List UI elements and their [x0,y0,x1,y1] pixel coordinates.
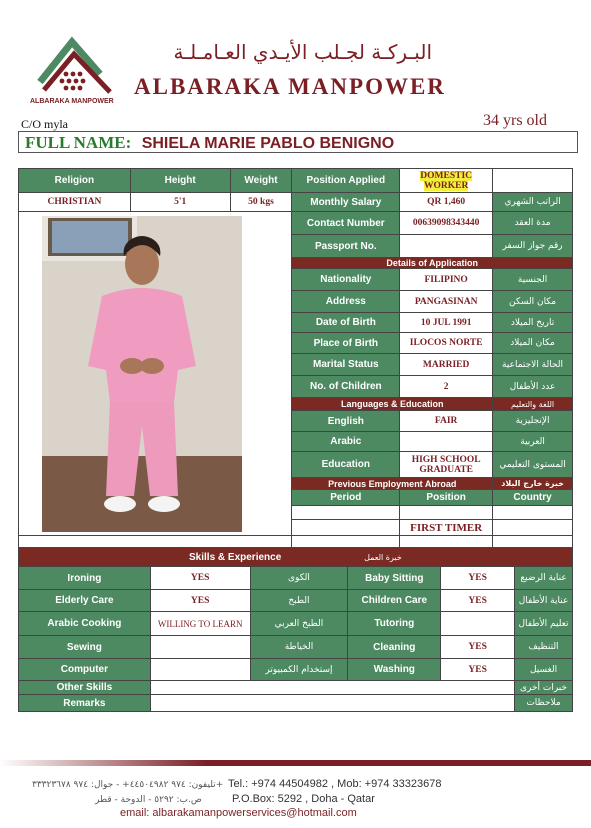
arabic-arabic: العربية [493,432,573,452]
age: 34 yrs old [483,112,547,129]
position-label: Position [400,490,493,506]
skill-babysitting-arabic: عناية الرضيع [515,567,573,590]
skill-elderly-value: YES [150,590,250,612]
remarks-label: Remarks [19,695,151,712]
logo-caption: ALBARAKA MANPOWER [30,98,114,105]
position-applied-empty [493,169,573,193]
details-header: Details of Application [292,258,573,269]
dob-value: 10 JUL 1991 [400,313,493,333]
skill-tutoring-value [441,612,515,636]
education-value: HIGH SCHOOL GRADUATE [400,452,493,478]
skill-cleaning-arabic: التنظيف [515,636,573,659]
position-applied-value [400,169,493,193]
skill-ironing-value: YES [150,567,250,590]
skills-header-arabic: خبرة العمل [364,552,402,562]
skill-washing-value: YES [441,659,515,681]
skill-ironing-arabic: الكوى [250,567,348,590]
passport-value [400,235,493,258]
height-value: 5'1 [130,193,230,212]
prev-row1-country [493,506,573,520]
previous-employment-header-arabic: خبرة خارج البلاد [493,478,573,490]
arabic-label: Arabic [292,432,400,452]
nationality-label: Nationality [292,269,400,291]
pob-value: ILOCOS NORTE [400,333,493,354]
remarks-value [150,695,514,712]
children-arabic: عدد الأطفال [493,376,573,398]
address-value: PANGASINAN [400,291,493,313]
languages-header: Languages & Education [292,398,493,411]
prev-row2-position: FIRST TIMER [400,520,493,536]
monthly-salary-label: Monthly Salary [292,193,400,212]
skill-sewing-label: Sewing [19,636,151,659]
passport-label: Passport No. [292,235,400,258]
applicant-photo [42,216,242,532]
company-name-arabic: البـركـة لجـلب الأيـدي العـامـلـة [173,40,432,64]
children-value: 2 [400,376,493,398]
remarks-arabic: ملاحظات [515,695,573,712]
skill-computer-arabic: إستخدام الكمبيوتر [250,659,348,681]
prev-row2-country [493,520,573,536]
skill-computer-value [150,659,250,681]
care-of: C/O myla [21,117,68,131]
skill-washing-label: Washing [348,659,441,681]
skill-childcare-value: YES [441,590,515,612]
company-name-english: ALBARAKA MANPOWER [134,74,446,99]
weight-value: 50 kgs [230,193,292,212]
pob-arabic: مكان الميلاد [493,333,573,354]
skill-arabic-cooking-value: WILLING TO LEARN [150,612,250,636]
skill-childcare-arabic: عناية الأطفال [515,590,573,612]
education-arabic: المستوى التعليمي [493,452,573,478]
pob-label: Place of Birth [292,333,400,354]
skill-arabic-cooking-arabic: الطبخ العربي [250,612,348,636]
dob-arabic: تاريخ الميلاد [493,313,573,333]
passport-arabic: رقم جواز السفر [493,235,573,258]
skill-elderly-arabic: الطبخ [250,590,348,612]
skill-babysitting-value: YES [441,567,515,590]
nationality-arabic: الجنسية [493,269,573,291]
footer-email[interactable]: email: albarakamanpowerservices@hotmail.com [120,807,357,819]
skill-babysitting-label: Baby Sitting [348,567,441,590]
previous-employment-header: Previous Employment Abroad [292,478,493,490]
languages-header-arabic: اللغة والتعليم [493,398,573,411]
children-label: No. of Children [292,376,400,398]
skills-table [18,547,573,712]
weight-label: Weight [230,169,292,193]
prev-row1-period [292,506,400,520]
skill-computer-label: Computer [19,659,151,681]
skill-sewing-value [150,636,250,659]
footer-phone: Tel.: +974 44504982 , Mob: +974 33323678 [228,778,442,790]
position-applied-label: Position Applied [292,169,400,193]
arabic-value [400,432,493,452]
skill-arabic-cooking-label: Arabic Cooking [19,612,151,636]
address-label: Address [292,291,400,313]
religion-label: Religion [19,169,131,193]
other-skills-label: Other Skills [19,681,151,695]
other-skills-value [150,681,514,695]
position-applied-text: DOMESTIC WORKER [420,170,473,191]
skills-header-title: Skills & Experience [189,551,282,563]
skill-cleaning-value: YES [441,636,515,659]
full-name-box [18,131,578,153]
full-name-value: SHIELA MARIE PABLO BENIGNO [141,135,395,152]
full-name-label: FULL NAME: [25,133,132,152]
english-arabic: الإنجليزية [493,411,573,432]
footer-phone-arabic: تليفون: ٩٧٤ ٤٤٥٠٤٩٨٢+ - جوال: ٩٧٤ ٣٣٣٢٣٦٧٨+ [32,780,224,790]
contact-value: 00639098343440 [400,212,493,235]
skill-tutoring-label: Tutoring [348,612,441,636]
period-label: Period [292,490,400,506]
monthly-salary-value: QR 1,460 [400,193,493,212]
dob-label: Date of Birth [292,313,400,333]
skill-tutoring-arabic: تعليم الأطفال [515,612,573,636]
other-skills-arabic: خبرات أخرى [515,681,573,695]
address-arabic: مكان السكن [493,291,573,313]
contact-arabic: مدة العقد [493,212,573,235]
company-logo [30,30,130,102]
skill-childcare-label: Children Care [348,590,441,612]
footer-divider [0,760,591,766]
height-label: Height [130,169,230,193]
skill-washing-arabic: الغسيل [515,659,573,681]
religion-value: CHRISTIAN [19,193,131,212]
english-value: FAIR [400,411,493,432]
marital-arabic: الحالة الاجتماعية [493,354,573,376]
skill-sewing-arabic: الخياطة [250,636,348,659]
skill-ironing-label: Ironing [19,567,151,590]
skill-cleaning-label: Cleaning [348,636,441,659]
monthly-salary-arabic: الراتب الشهري [493,193,573,212]
education-label: Education [292,452,400,478]
footer-address-arabic: ص.ب: ٥٢٩٢ - الدوحة - قطر [95,795,202,805]
skills-header [19,548,573,567]
contact-label: Contact Number [292,212,400,235]
prev-row1-position [400,506,493,520]
country-label: Country [493,490,573,506]
nationality-value: FILIPINO [400,269,493,291]
english-label: English [292,411,400,432]
skill-elderly-label: Elderly Care [19,590,151,612]
prev-row2-period [292,520,400,536]
marital-label: Marital Status [292,354,400,376]
footer-address: P.O.Box: 5292 , Doha - Qatar [232,793,375,805]
marital-value: MARRIED [400,354,493,376]
